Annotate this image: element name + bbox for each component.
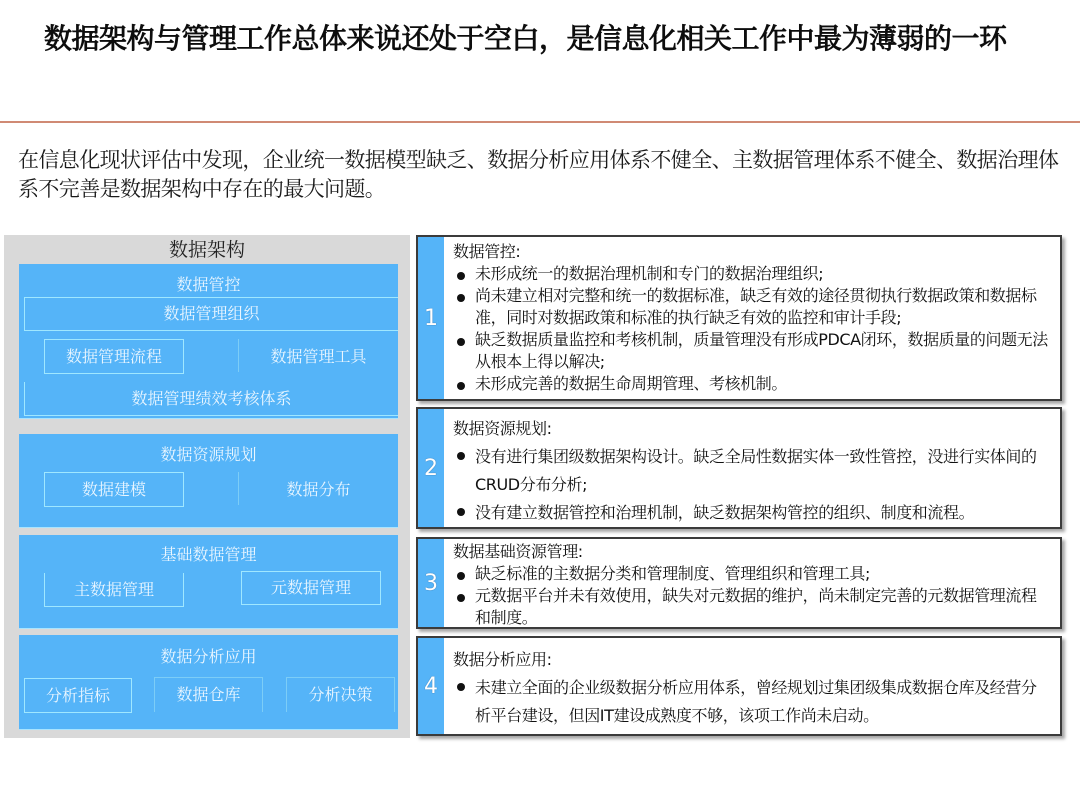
block-title: 基础数据管理 <box>160 545 257 564</box>
block-data-analytics <box>19 635 398 730</box>
card-number: 2 <box>418 409 444 527</box>
block-title: 数据管控 <box>176 275 241 294</box>
title-divider <box>0 121 1080 123</box>
finding-card-1 <box>416 235 1062 401</box>
card-heading: 数据分析应用: <box>453 650 552 669</box>
card-number: 3 <box>418 539 444 627</box>
finding-card-2 <box>416 407 1062 529</box>
bullet-list <box>453 263 1052 395</box>
card-heading: 数据管控: <box>453 242 521 261</box>
cell-analysis-metrics: 分析指标 <box>24 678 132 713</box>
bullet-item: 缺乏数据质量监控和考核机制，质量管理没有形成PDCA闭环，数据质量的问题无法从根本上得以解决; <box>453 329 1052 373</box>
cell-data-distribution: 数据分布 <box>286 479 351 499</box>
block-basic-data-management <box>19 535 398 629</box>
bullet-list <box>453 674 1052 730</box>
block-title: 数据资源规划 <box>160 445 257 464</box>
cell-data-modeling: 数据建模 <box>44 472 184 507</box>
page-title: 数据架构与管理工作总体来说还处于空白，是信息化相关工作中最为薄弱的一环 <box>44 22 1007 55</box>
card-body <box>453 541 1052 629</box>
finding-card-4 <box>416 636 1062 736</box>
bullet-item: 没有建立数据管控和治理机制，缺乏数据架构管控的组织、制度和流程。 <box>453 499 1052 527</box>
architecture-title: 数据架构 <box>168 239 245 261</box>
cell-master-data: 主数据管理 <box>44 573 184 607</box>
card-body <box>453 241 1052 395</box>
intro-paragraph: 在信息化现状评估中发现，企业统一数据模型缺乏、数据分析应用体系不健全、主数据管理体系不健全、数据治理体系不完善是数据架构中存在的最大问题。 <box>18 148 1059 201</box>
block-data-governance <box>19 264 398 419</box>
card-body <box>453 646 1052 730</box>
block-resource-planning <box>19 434 398 528</box>
cell-performance-system: 数据管理绩效考核体系 <box>24 382 398 416</box>
bullet-item: 未建立全面的企业级数据分析应用体系，曾经规划过集团级集成数据仓库及经营分析平台建设，但因IT建设成熟度不够，该项工作尚未启动。 <box>453 674 1052 730</box>
cell-data-warehouse: 数据仓库 <box>154 677 263 712</box>
bullet-item: 元数据平台并未有效使用，缺失对元数据的维护，尚未制定完善的元数据管理流程和制度。 <box>453 585 1052 629</box>
card-number: 4 <box>418 638 444 734</box>
bullet-item: 未形成完善的数据生命周期管理、考核机制。 <box>453 373 1052 395</box>
cell-management-tools: 数据管理工具 <box>270 346 367 366</box>
card-heading: 数据基础资源管理: <box>453 542 583 561</box>
card-number: 1 <box>418 237 444 399</box>
bullet-list <box>453 443 1052 527</box>
bullet-list <box>453 563 1052 629</box>
cell-management-process: 数据管理流程 <box>44 339 184 374</box>
block-title: 数据分析应用 <box>160 647 257 666</box>
finding-card-3 <box>416 537 1062 629</box>
architecture-panel <box>4 235 410 738</box>
card-body <box>453 415 1052 527</box>
bullet-item: 未形成统一的数据治理机制和专门的数据治理组织; <box>453 263 1052 285</box>
bullet-item: 缺乏标准的主数据分类和管理制度、管理组织和管理工具; <box>453 563 1052 585</box>
bullet-item: 尚未建立相对完整和统一的数据标准，缺乏有效的途径贯彻执行数据政策和数据标准，同时对数据政策和标准的执行缺乏有效的监控和审计手段; <box>453 285 1052 329</box>
bullet-item: 没有进行集团级数据架构设计。缺乏全局性数据实体一致性管控，没进行实体间的CRUD分布分析; <box>453 443 1052 499</box>
cell-metadata: 元数据管理 <box>241 571 381 605</box>
card-heading: 数据资源规划: <box>453 419 552 438</box>
cell-analysis-decision: 分析决策 <box>286 677 395 712</box>
cell-management-org: 数据管理组织 <box>24 297 398 331</box>
